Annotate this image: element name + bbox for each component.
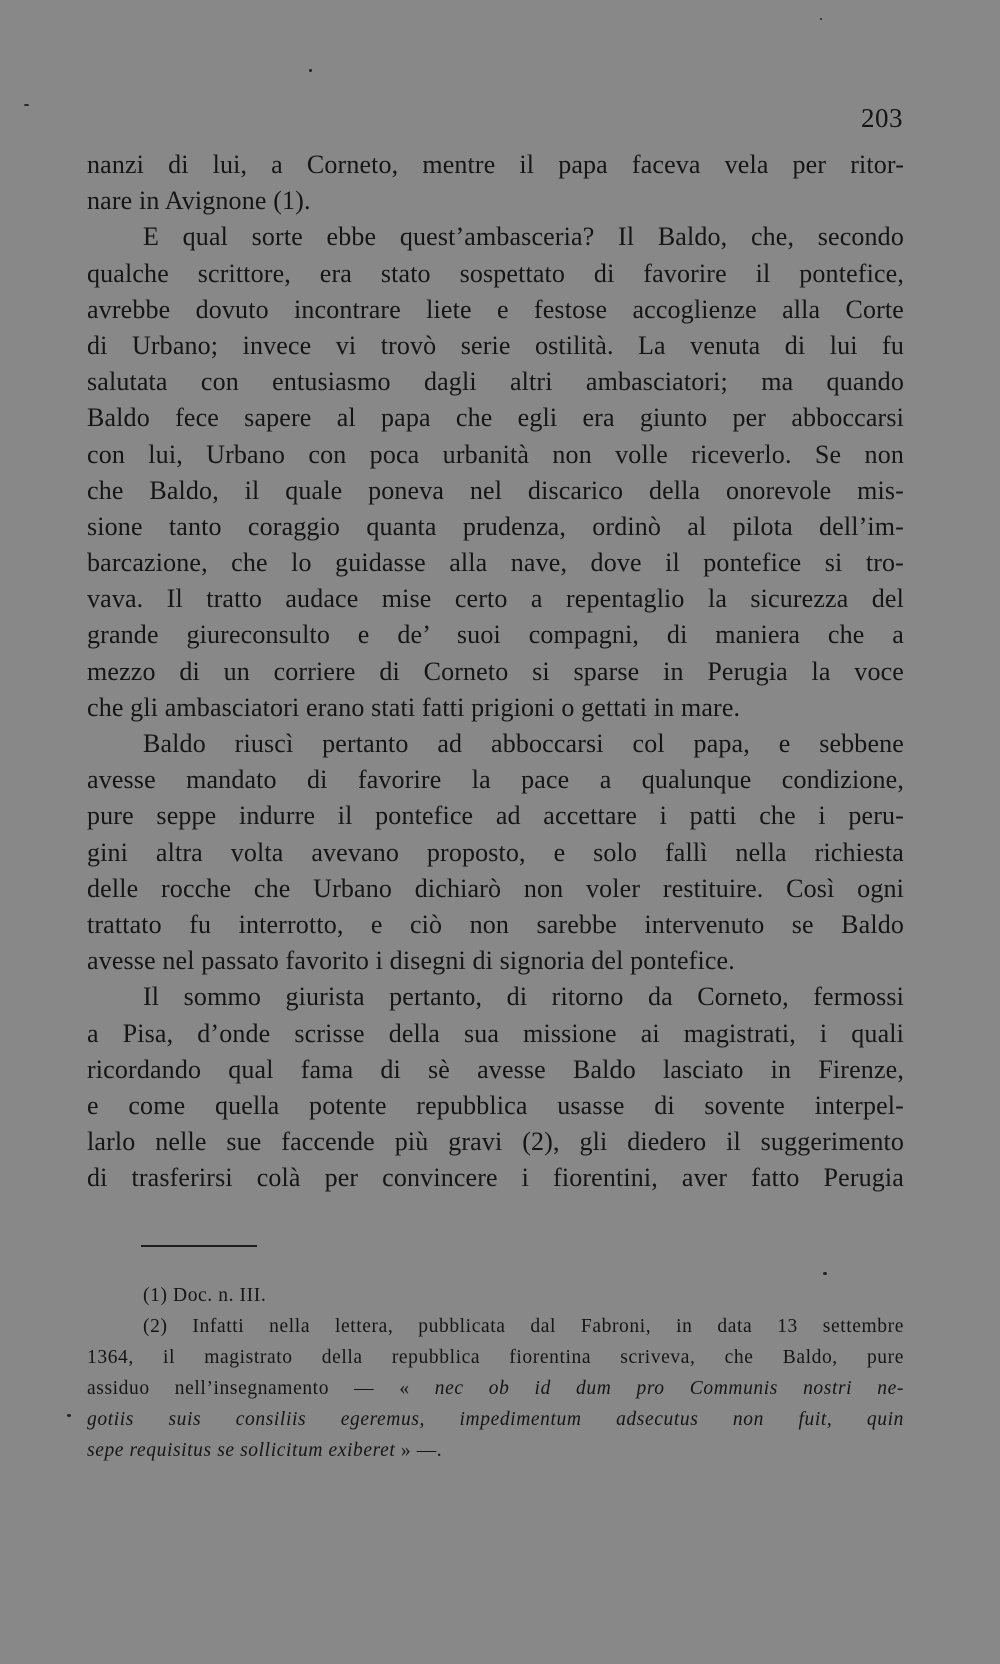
body-line: con lui, Urbano con poca urbanità non volle riceverlo. Se non [87, 439, 904, 469]
body-line: vava. Il tratto audace mise certo a repentaglio la sicurezza del [87, 584, 904, 614]
footnote-2-line: 1364, il magistrato della repubblica fiorentina scriveva, che Baldo, pure [87, 1347, 904, 1368]
body-line: di Urbano; invece vi trovò serie ostilità. La venuta di lui fu [87, 330, 904, 360]
footnote-2-line: (2) Infatti nella lettera, pubblicata dal Fabroni, in data 13 settembre [143, 1316, 904, 1337]
body-line: qualche scrittore, era stato sospettato di favorire il pontefice, [87, 258, 904, 288]
footnote-2-line [87, 1435, 904, 1466]
body-line: nare in Avignone (1). [87, 186, 311, 216]
body-line: Baldo fece sapere al papa che egli era giunto per abboccarsi [87, 403, 904, 433]
body-line: gini altra volta avevano proposto, e solo fallì nella richiesta [87, 837, 904, 867]
body-line: ricordando qual fama di sè avesse Baldo lasciato in Firenze, [87, 1054, 904, 1084]
body-line: Baldo riuscì pertanto ad abboccarsi col papa, e sebbene [143, 729, 904, 758]
footnote-divider [141, 1245, 257, 1247]
body-line: avesse mandato di favorire la pace a qualunque condizione, [87, 765, 904, 795]
body-line: barcazione, che lo guidasse alla nave, dove il pontefice si tro- [87, 548, 904, 578]
body-line: che Baldo, il quale poneva nel discarico della onorevole mis- [87, 475, 904, 505]
body-line: delle rocche che Urbano dichiarò non voler restituire. Così ogni [87, 873, 904, 903]
body-line: sione tanto coraggio quanta prudenza, ordinò al pilota dell’im- [87, 511, 904, 541]
scan-speck [24, 104, 29, 106]
body-line: che gli ambasciatori erano stati fatti prigioni o gettati in mare. [87, 692, 741, 722]
scan-speck [823, 1272, 827, 1275]
body-line: avrebbe dovuto incontrare liete e festose accoglienze alla Corte [87, 294, 904, 324]
footnote-2-roman-text: assiduo nell’insegnamento — « [87, 1378, 410, 1399]
body-line: salutata con entusiasmo dagli altri ambasciatori; ma quando [87, 367, 904, 397]
body-line: trattato fu interrotto, e ciò non sarebbe intervenuto se Baldo [87, 909, 904, 939]
body-line: E qual sorte ebbe quest’ambasceria? Il Baldo, che, secondo [143, 222, 904, 252]
body-line: e come quella potente repubblica usasse di sovente interpel- [87, 1090, 904, 1120]
body-line: mezzo di un corriere di Corneto si sparse in Perugia la voce [87, 656, 904, 686]
footnote-1: (1) Doc. n. III. [143, 1285, 267, 1306]
scan-speck [820, 18, 822, 20]
body-line: a Pisa, d’onde scrisse della sua missione ai magistrati, i quali [87, 1018, 904, 1048]
body-line: nanzi di lui, a Corneto, mentre il papa faceva vela per ritor- [87, 150, 904, 179]
footnote-2-latin-quote: nec ob id dum pro Communis nostri ne- [434, 1378, 904, 1399]
page-number: 203 [861, 103, 903, 133]
scan-speck [67, 1414, 71, 1417]
body-line: di trasferirsi colà per convincere i fiorentini, aver fatto Perugia [87, 1163, 904, 1193]
footnotes [87, 1280, 904, 1466]
body-line: larlo nelle sue faccende più gravi (2), gli diedero il suggerimento [87, 1127, 904, 1157]
body-line: avesse nel passato favorito i disegni di signoria del pontefice. [87, 946, 735, 976]
footnote-2-latin-quote: gotiis suis consiliis egeremus, impedimentum adsecutus non fuit, quin [87, 1409, 904, 1430]
footnote-2-latin-quote: sepe requisitus se sollicitum exiberet [87, 1440, 396, 1461]
body-line: grande giureconsulto e de’ suoi compagni, di maniera che a [87, 620, 904, 650]
body-line: Il sommo giurista pertanto, di ritorno da Corneto, fermossi [143, 982, 904, 1012]
body-text [87, 147, 904, 1196]
body-line: pure seppe indurre il pontefice ad accettare i patti che i peru- [87, 801, 904, 831]
footnote-2-line [87, 1373, 904, 1404]
footnote-2-roman-text: » —. [400, 1440, 443, 1461]
scan-speck [309, 69, 312, 72]
